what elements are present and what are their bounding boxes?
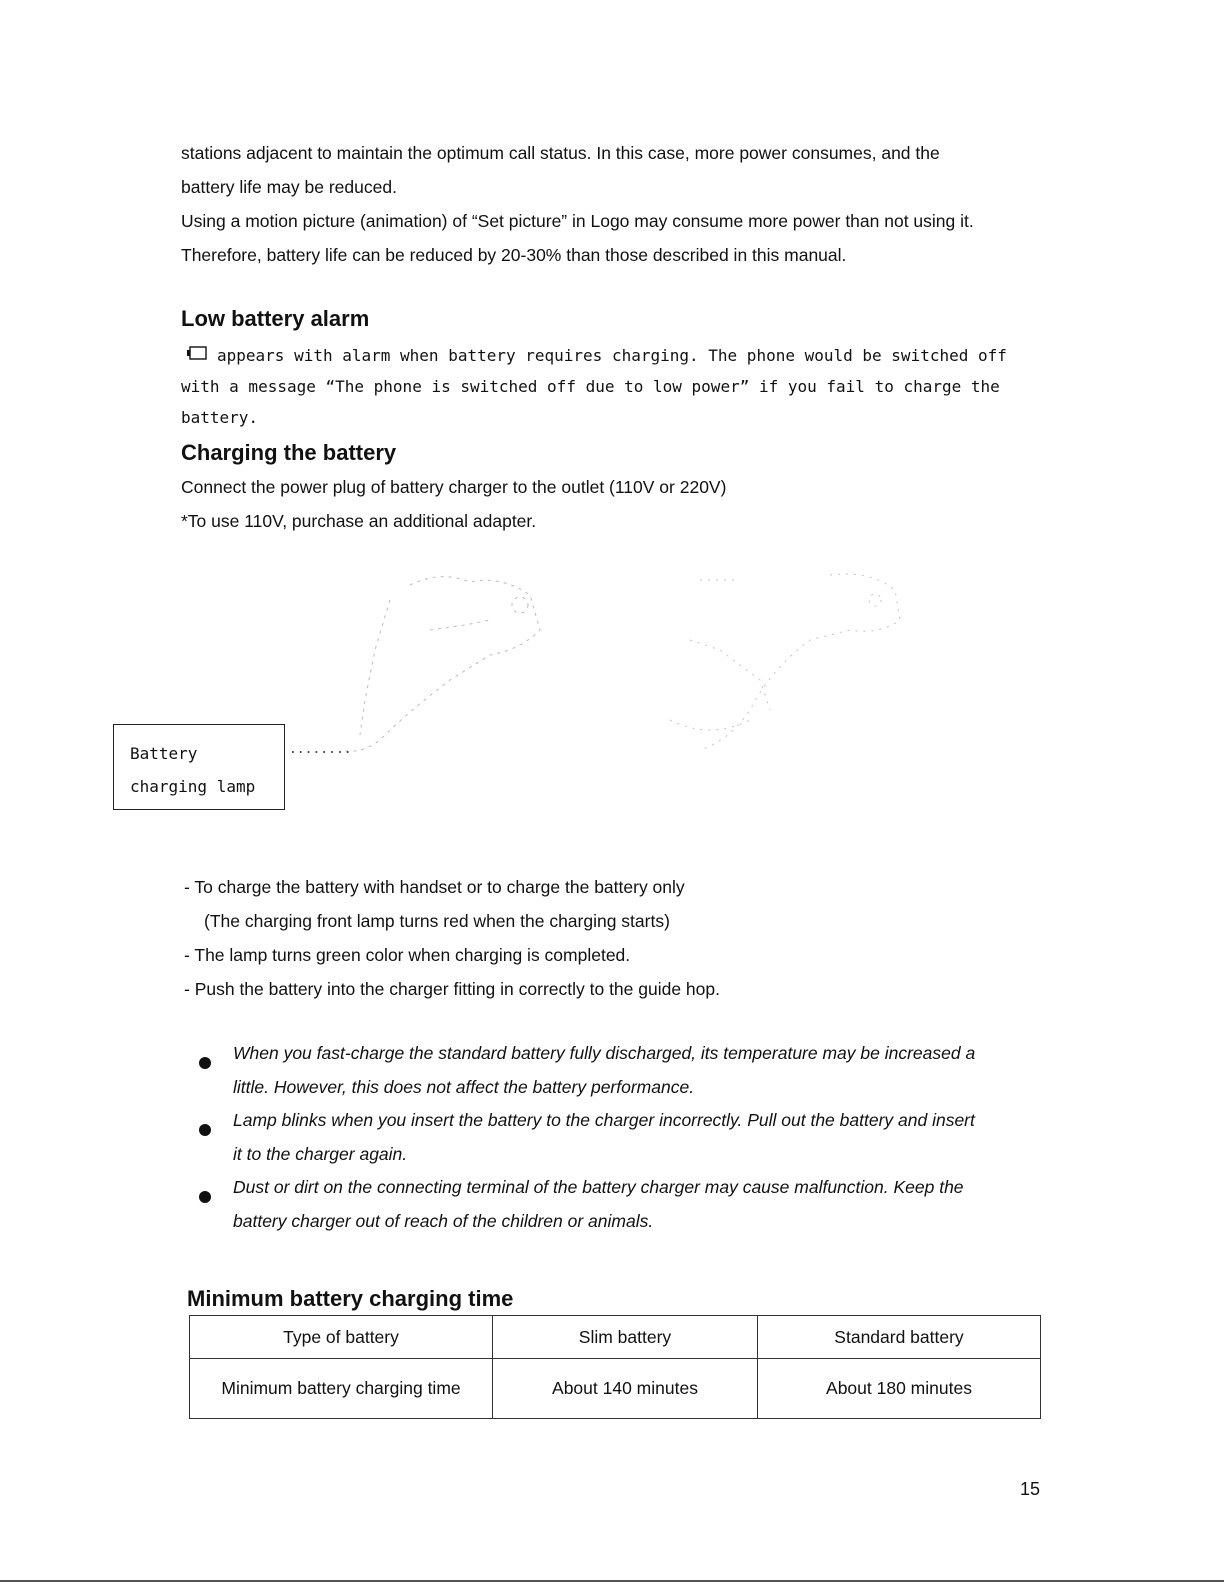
table-header-cell: Standard battery xyxy=(758,1316,1041,1359)
note-item xyxy=(233,1170,1043,1238)
charging-lamp-callout xyxy=(113,724,285,810)
charging-line-2: *To use 110V, purchase an additional adapter. xyxy=(181,511,537,531)
low-battery-line-2: with a message “The phone is switched off due to low power” if you fail to charge the xyxy=(181,377,1000,396)
charging-paragraph xyxy=(181,470,1041,538)
intro-line-1: stations adjacent to maintain the optimum call status. In this case, more power consumes, and the xyxy=(181,143,940,163)
table-cell: About 180 minutes xyxy=(758,1359,1041,1419)
intro-line-4: Therefore, battery life can be reduced by 20-30% than those described in this manual. xyxy=(181,245,847,265)
callout-line-2: charging lamp xyxy=(130,777,256,796)
instruction-item: (The charging front lamp turns red when the charging starts) xyxy=(204,911,670,931)
callout-line-1: Battery xyxy=(130,744,198,763)
instruction-item: - To charge the battery with handset or to charge the battery only xyxy=(184,877,685,897)
phone-sketch xyxy=(670,574,900,750)
low-battery-heading: Low battery alarm xyxy=(181,306,370,331)
bullet-icon xyxy=(199,1124,211,1136)
bullet-icon xyxy=(199,1057,211,1069)
charging-time-table xyxy=(189,1315,1041,1419)
note-line: battery charger out of reach of the children or animals. xyxy=(233,1211,654,1231)
low-battery-paragraph xyxy=(181,340,1041,433)
note-line: it to the charger again. xyxy=(233,1144,408,1164)
table-row xyxy=(190,1359,1041,1419)
page-number: 15 xyxy=(1020,1479,1041,1499)
table-header-cell: Type of battery xyxy=(190,1316,493,1359)
table-header-cell: Slim battery xyxy=(493,1316,758,1359)
note-line: Lamp blinks when you insert the battery to the charger incorrectly. Pull out the battery and insert xyxy=(233,1110,975,1130)
intro-paragraph xyxy=(181,136,1041,272)
note-item xyxy=(233,1103,1043,1171)
low-battery-line-1-text: appears with alarm when battery requires charging. The phone would be switched off xyxy=(217,346,1007,365)
scan-edge-divider xyxy=(0,1580,1224,1582)
bullet-icon xyxy=(199,1191,211,1203)
instruction-item: - The lamp turns green color when charging is completed. xyxy=(184,945,631,965)
low-battery-line-3: battery. xyxy=(181,408,259,427)
note-line: Dust or dirt on the connecting terminal of the battery charger may cause malfunction. Keep the xyxy=(233,1177,964,1197)
instructions-list xyxy=(184,870,1044,1006)
note-item xyxy=(233,1036,1043,1104)
charger-sketch xyxy=(340,577,540,752)
callout-text xyxy=(130,737,255,803)
note-line: When you fast-charge the standard battery fully discharged, its temperature may be increased a xyxy=(233,1043,976,1063)
table-cell: Minimum battery charging time xyxy=(190,1359,493,1419)
intro-line-2: battery life may be reduced. xyxy=(181,177,397,197)
intro-line-3: Using a motion picture (animation) of “Set picture” in Logo may consume more power than not using it. xyxy=(181,211,974,231)
note-line: little. However, this does not affect the battery performance. xyxy=(233,1077,695,1097)
min-time-heading: Minimum battery charging time xyxy=(187,1286,514,1311)
battery-outline-icon xyxy=(187,344,209,362)
instruction-item: - Push the battery into the charger fitting in correctly to the guide hop. xyxy=(184,979,720,999)
charging-heading: Charging the battery xyxy=(181,440,397,465)
callout-leader: ........ xyxy=(289,742,352,757)
charger-illustration xyxy=(290,560,930,790)
table-cell: About 140 minutes xyxy=(493,1359,758,1419)
low-battery-line-1 xyxy=(181,340,1041,371)
table-header-row xyxy=(190,1316,1041,1359)
charging-line-1: Connect the power plug of battery charger to the outlet (110V or 220V) xyxy=(181,477,727,497)
